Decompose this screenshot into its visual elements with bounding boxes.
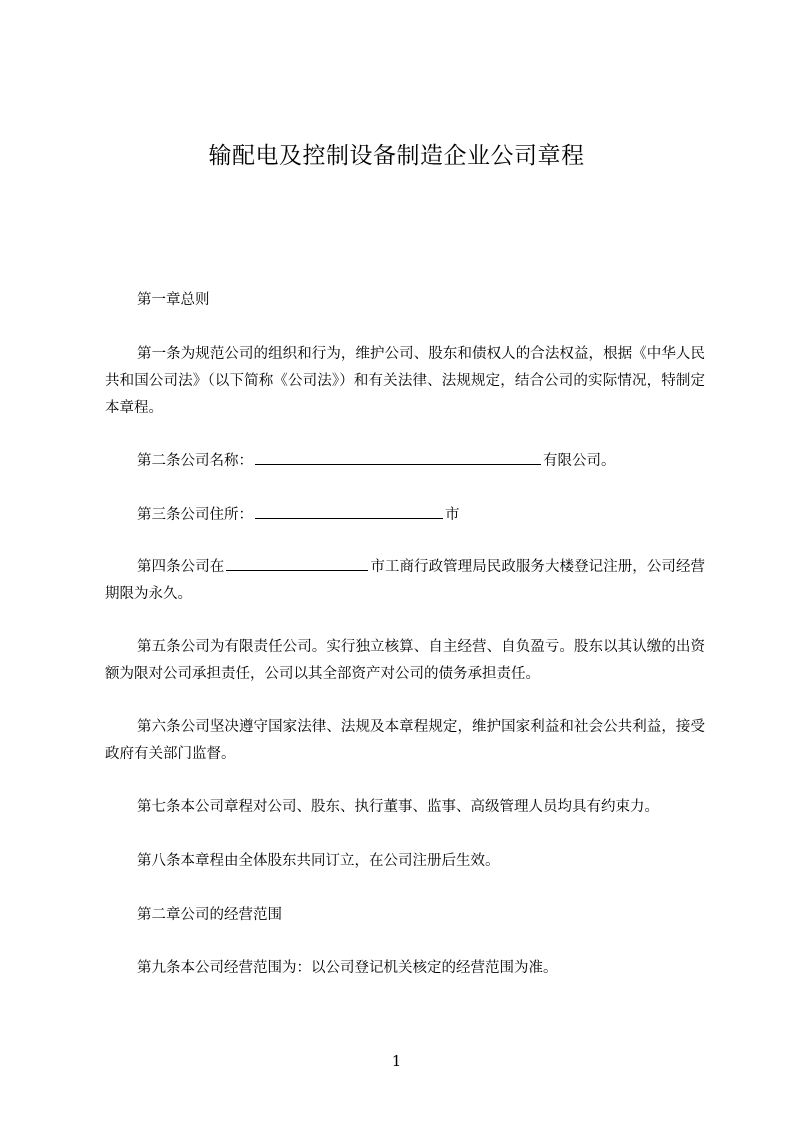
article-3-suffix: 市 — [445, 507, 460, 523]
article-7: 第七条本公司章程对公司、股东、执行董事、监事、高级管理人员均具有约束力。 — [137, 799, 659, 815]
page-number: 1 — [391, 1052, 402, 1070]
article-3-prefix: 第三条公司住所： — [137, 507, 253, 523]
address-blank — [255, 504, 443, 519]
article-8: 第八条本章程由全体股东共同订立，在公司注册后生效。 — [137, 853, 500, 869]
article-2-prefix: 第二条公司名称： — [137, 453, 253, 469]
article-1: 第一条为规范公司的组织和行为，维护公司、股东和债权人的合法权益，根据《中华人民共和国公司法》（以下简称《公司法》）和有关法律、法规规定，结合公司的实际情况，特制定本章程。 — [105, 346, 705, 416]
article-4-rest: 市工商行政管理局民政服务大楼登记注册，公司经营期限为永久。 — [105, 559, 706, 602]
article-6: 第六条公司坚决遵守国家法律、法规及本章程规定，维护国家利益和社会公共利益，接受政府有关部门监督。 — [105, 719, 705, 762]
article-2-suffix: 有限公司。 — [543, 453, 616, 469]
article-2 — [137, 448, 616, 475]
article-5: 第五条公司为有限责任公司。实行独立核算、自主经营、自负盈亏。股东以其认缴的出资额为限对公司承担责任，公司以其全部资产对公司的债务承担责任。 — [105, 639, 705, 682]
registration-city-blank — [226, 556, 368, 571]
document-title: 输配电及控制设备制造企业公司章程 — [208, 143, 585, 169]
chapter1-heading: 第一章总则 — [137, 292, 210, 308]
article-4-prefix: 第四条公司在 — [137, 559, 225, 575]
article-9: 第九条本公司经营范围为：以公司登记机关核定的经营范围为准。 — [137, 960, 558, 976]
chapter2-heading: 第二章公司的经营范围 — [137, 907, 282, 923]
company-name-blank — [255, 450, 541, 465]
article-3 — [137, 502, 460, 529]
article-4 — [105, 554, 705, 608]
